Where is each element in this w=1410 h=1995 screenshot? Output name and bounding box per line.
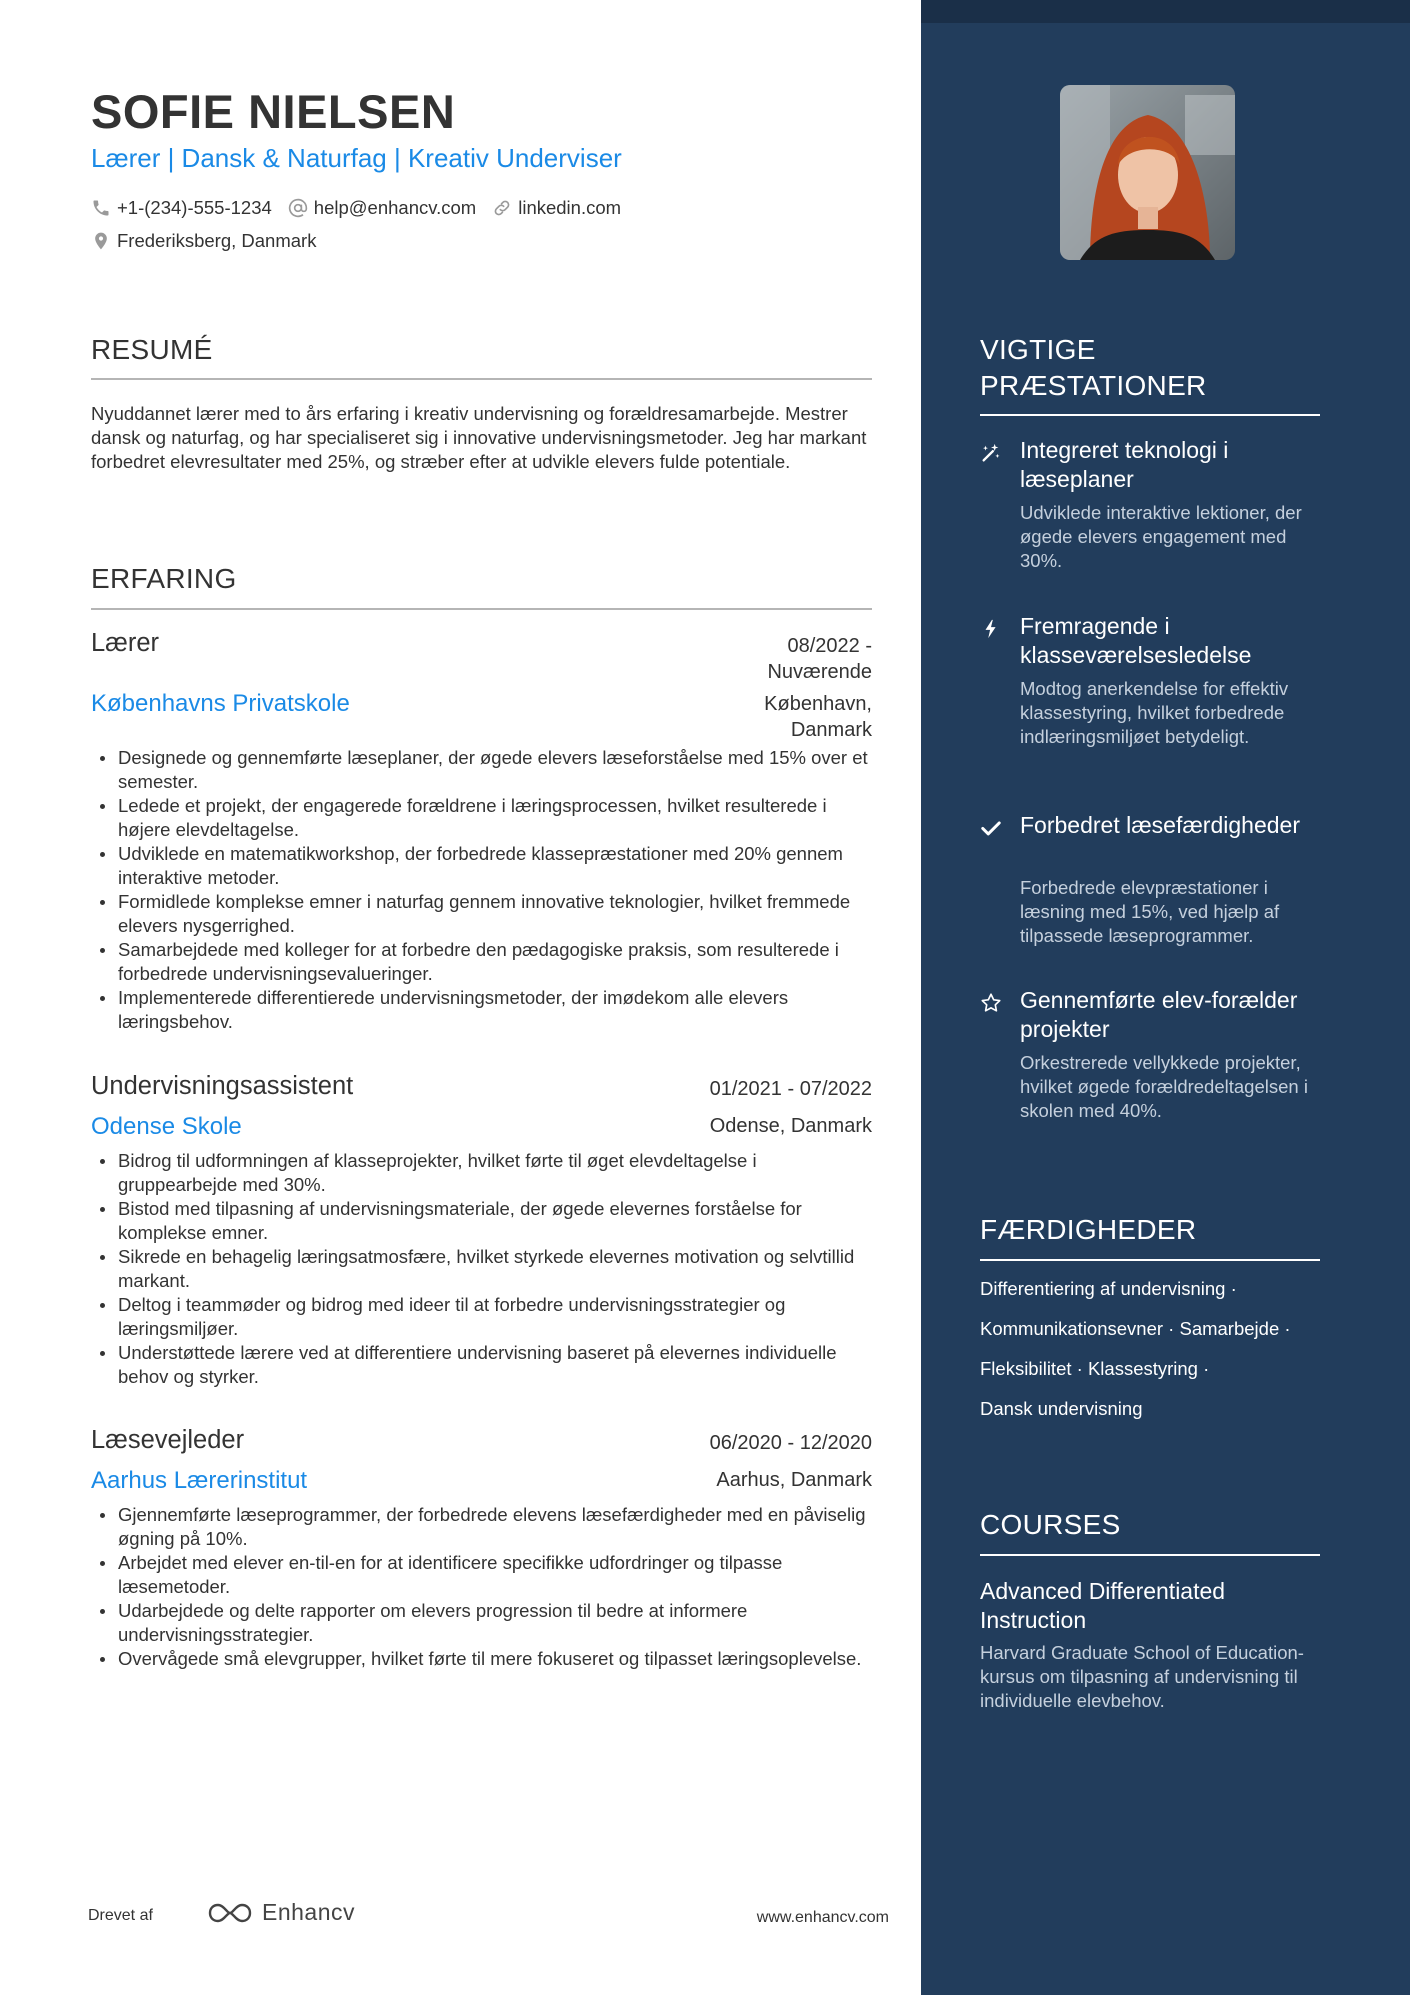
achievement-item [980, 612, 1320, 777]
job-company: Aarhus Lærerinstitut [91, 1467, 308, 1494]
magic-wand-icon [980, 442, 1002, 464]
job-bullets [91, 1503, 881, 1671]
achievement-item [980, 986, 1320, 1151]
contact-email[interactable] [288, 197, 476, 219]
linkedin-text: linkedin.com [518, 197, 622, 218]
experience-title: ERFARING [91, 563, 237, 594]
job-location: Odense, Danmark [709, 1115, 872, 1137]
summary-divider [91, 378, 872, 380]
achievement-title: Gennemførte elev-forælder projekter [1020, 987, 1298, 1042]
job-date-end: Nuværende [767, 661, 872, 683]
skills-divider [980, 1259, 1320, 1261]
job-entry [91, 1072, 872, 1392]
job-location: Aarhus, Danmark [716, 1469, 872, 1491]
job-bullet: Bidrog til udformningen af klasseprojekter, hvilket førte til øget elevdeltagelse i gruppearbejde med 30%. [91, 1149, 881, 1197]
job-bullet: Formidlede komplekse emner i naturfag gennem innovative teknologier, hvilket fremmede elevers nysgerrighed. [91, 890, 881, 938]
job-bullets [91, 746, 881, 1034]
job-company: Odense Skole [91, 1113, 242, 1140]
job-bullet: Arbejdet med elever en-til-en for at identificere specifikke udfordringer og tilpasse læsemetoder. [91, 1551, 881, 1599]
job-bullet: Bistod med tilpasning af undervisningsmateriale, der øgede elevernes forståelse for komplekse emner. [91, 1197, 881, 1245]
contact-location [91, 230, 316, 252]
contact-row [91, 197, 637, 219]
phone-icon [91, 198, 111, 218]
phone-text: +1-(234)-555-1234 [117, 197, 272, 218]
achievements-title-line2: PRÆSTATIONER [980, 370, 1207, 401]
job-location-city: København, [764, 693, 872, 715]
achievement-title: Integreret teknologi i læseplaner [1020, 437, 1229, 492]
courses-title: COURSES [980, 1509, 1121, 1540]
lightning-bolt-icon [980, 618, 1002, 640]
job-bullet: Udviklede en matematikworkshop, der forbedrede klassepræstationer med 20% gennem interaktive metoder. [91, 842, 881, 890]
job-bullet: Overvågede små elevgrupper, hvilket førte til mere fokuseret og tilpasset læringsoplevelse. [91, 1647, 881, 1671]
job-bullets [91, 1149, 881, 1389]
profile-photo [1060, 85, 1235, 260]
job-bullet: Implementerede differentierede undervisningsmetoder, der imødekom alle elevers læringsbehov. [91, 986, 881, 1034]
email-text: help@enhancv.com [313, 197, 477, 218]
job-bullet: Understøttede lærere ved at differentiere undervisning baseret på elevernes individuelle behov og styrker. [91, 1341, 881, 1389]
job-company: Københavns Privatskole [91, 690, 350, 717]
skills-title: FÆRDIGHEDER [980, 1214, 1197, 1245]
contact-row-location [91, 230, 332, 252]
achievement-desc: Orkestrerede vellykkede projekter, hvilket øgede forældredeltagelsen i skolen med 40%. [1020, 1052, 1308, 1121]
contact-linkedin[interactable] [492, 197, 621, 219]
enhancv-logo[interactable] [206, 1899, 355, 1926]
job-bullet: Sikrede en behagelig læringsatmosfære, hvilket styrkede elevernes motivation og selvtillid markant. [91, 1245, 881, 1293]
job-title: Undervisningsassistent [91, 1072, 354, 1100]
skill-item: Klassestyring [1087, 1358, 1198, 1379]
achievements-divider [980, 414, 1320, 416]
job-date: 06/2020 - 12/2020 [709, 1432, 872, 1454]
achievement-title: Fremragende i klasseværelsesledelse [1020, 613, 1252, 668]
skill-item: Samarbejde [1179, 1318, 1280, 1339]
skills-list: Differentiering af undervisning · Kommunikationsevner · Samarbejde · Fleksibilitet · Klassestyring · Dansk undervisning [980, 1278, 1291, 1419]
sidebar-top-band [921, 0, 1410, 23]
brand-name: Enhancv [262, 1899, 356, 1925]
contact-phone[interactable] [91, 197, 272, 219]
achievement-desc: Forbedrede elevpræstationer i læsning med 15%, ved hjælp af tilpassede læseprogrammer. [1020, 877, 1280, 946]
job-bullet: Ledede et projekt, der engagerede forældrene i læringsprocessen, hvilket resulterede i højere elevdeltagelse. [91, 794, 881, 842]
summary-title: RESUMÉ [91, 334, 213, 365]
job-location-country: Danmark [790, 719, 872, 741]
location-pin-icon [91, 231, 111, 251]
candidate-headline: Lærer | Dansk & Naturfag | Kreativ Underviser [91, 143, 622, 173]
job-title: Lærer [91, 629, 160, 657]
location-text: Frederiksberg, Danmark [117, 230, 317, 251]
course-title: Advanced Differentiated Instruction [980, 1578, 1226, 1633]
star-outline-icon [980, 992, 1002, 1014]
skill-item: Dansk undervisning [980, 1398, 1143, 1419]
job-entry [91, 629, 872, 1039]
sidebar [921, 0, 1410, 1995]
at-sign-icon [288, 198, 308, 218]
job-date [767, 633, 872, 685]
achievement-desc: Udviklede interaktive lektioner, der øgede elevers engagement med 30%. [1020, 502, 1302, 571]
skill-item: Differentiering af undervisning [980, 1278, 1226, 1299]
checkmark-icon [980, 817, 1002, 839]
course-desc: Harvard Graduate School of Education-kursus om tilpasning af undervisning til individuelle elevbehov. [980, 1642, 1304, 1711]
achievement-title: Forbedret læsefærdigheder [1020, 812, 1300, 838]
candidate-name: SOFIE NIELSEN [91, 85, 456, 138]
achievements-title-line1: VIGTIGE [980, 334, 1096, 365]
job-entry [91, 1426, 872, 1706]
job-bullet: Designede og gennemførte læseplaner, der øgede elevers læseforståelse med 15% over et semester. [91, 746, 881, 794]
job-date: 01/2021 - 07/2022 [709, 1078, 872, 1100]
job-title: Læsevejleder [91, 1426, 245, 1454]
job-bullet: Samarbejdede med kolleger for at forbedre den pædagogiske praksis, som resulterede i forbedrede undervisningsevalueringer. [91, 938, 881, 986]
link-icon [492, 198, 512, 218]
job-bullet: Deltog i teammøder og bidrog med ideer til at forbedre undervisningsstrategier og læringsmiljøer. [91, 1293, 881, 1341]
achievement-item [980, 436, 1320, 576]
job-date-start: 08/2022 - [787, 635, 872, 657]
achievement-item [980, 811, 1320, 951]
job-bullet: Gjennemførte læseprogrammer, der forbedrede elevens læsefærdigheder med en påviselig øgning på 10%. [91, 1503, 881, 1551]
footer-url[interactable]: www.enhancv.com [756, 1909, 889, 1926]
footer-powered-by: Drevet af [88, 1907, 153, 1924]
skill-item: Fleksibilitet [980, 1358, 1072, 1379]
experience-divider [91, 608, 872, 610]
achievement-desc: Modtog anerkendelse for effektiv klassestyring, hvilket forbedrede indlæringsmiljøet betydeligt. [1020, 678, 1289, 747]
summary-text: Nyuddannet lærer med to års erfaring i kreativ undervisning og forældresamarbejde. Mestrer dansk og naturfag, og har specialiseret sig i innovative undervisningsmetoder. Jeg har markant forbedret elevresultater med 25%, og stræber efter at udvikle elevers fulde potentiale. [91, 403, 867, 472]
infinity-logo-icon [206, 1900, 254, 1926]
job-location [764, 691, 872, 743]
skill-item: Kommunikationsevner [980, 1318, 1164, 1339]
courses-divider [980, 1554, 1320, 1556]
achievements-title [980, 332, 1207, 404]
job-bullet: Udarbejdede og delte rapporter om elevers progression til bedre at informere undervisningsstrategier. [91, 1599, 881, 1647]
